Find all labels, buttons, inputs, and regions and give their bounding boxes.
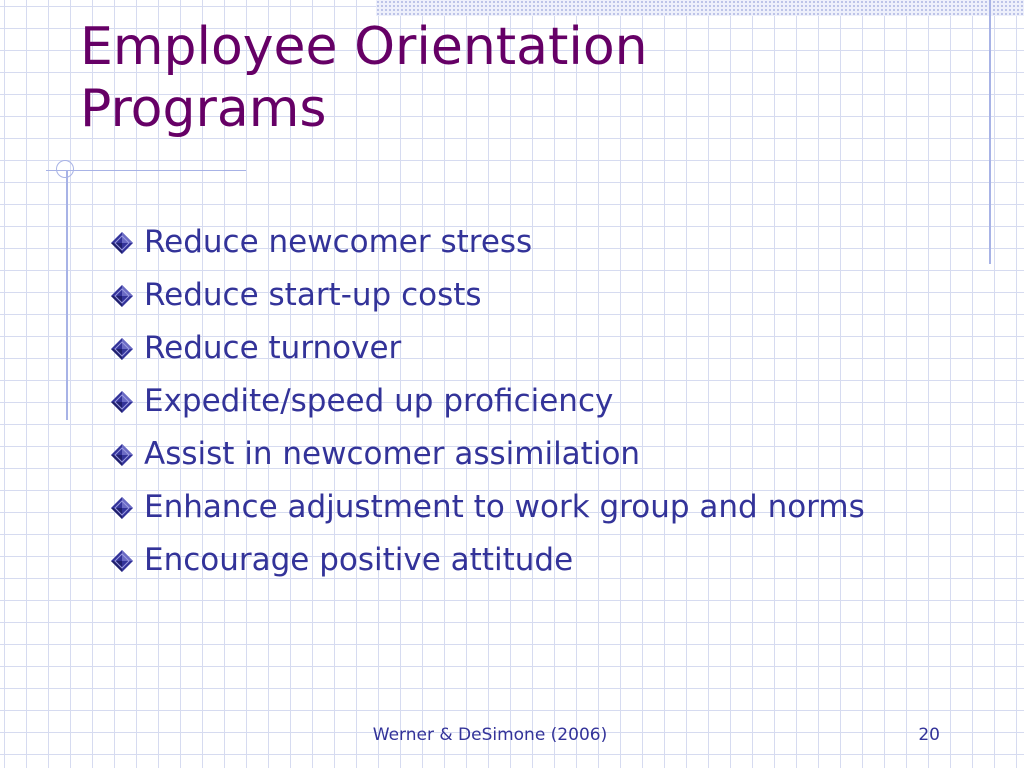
bullet-item (110, 434, 870, 477)
diamond-bullet-icon (110, 337, 134, 361)
bullet-text: Encourage positive attitude (144, 542, 574, 578)
bullet-text: Expedite/speed up proficiency (144, 383, 614, 419)
bullet-text: Assist in newcomer assimilation (144, 436, 641, 472)
bullet-text: Reduce start-up costs (144, 277, 482, 313)
decorative-target-circle (56, 160, 74, 178)
bullet-item (110, 540, 870, 583)
bullet-item (110, 328, 870, 371)
diamond-bullet-icon (110, 390, 134, 414)
decorative-title-underline (46, 170, 246, 171)
diamond-bullet-icon (110, 443, 134, 467)
bullet-item (110, 222, 870, 265)
diamond-bullet-icon (110, 231, 134, 255)
bullet-text: Reduce turnover (144, 330, 402, 366)
diamond-bullet-icon (110, 284, 134, 308)
diamond-bullet-icon (110, 496, 134, 520)
decorative-top-band (376, 0, 1024, 16)
diamond-bullet-icon (110, 549, 134, 573)
slide-title: Employee Orientation Programs (80, 17, 648, 139)
bullet-list (110, 222, 870, 593)
decorative-left-rule (66, 170, 68, 420)
bullet-item (110, 275, 870, 318)
bullet-text: Reduce newcomer stress (144, 224, 533, 260)
bullet-item (110, 381, 870, 424)
footer-citation: Werner & DeSimone (2006) (372, 725, 608, 745)
page-number: 20 (918, 725, 940, 745)
decorative-right-rule (989, 0, 991, 264)
bullet-text: Enhance adjustment to work group and norms (144, 489, 865, 525)
bullet-item (110, 487, 870, 530)
